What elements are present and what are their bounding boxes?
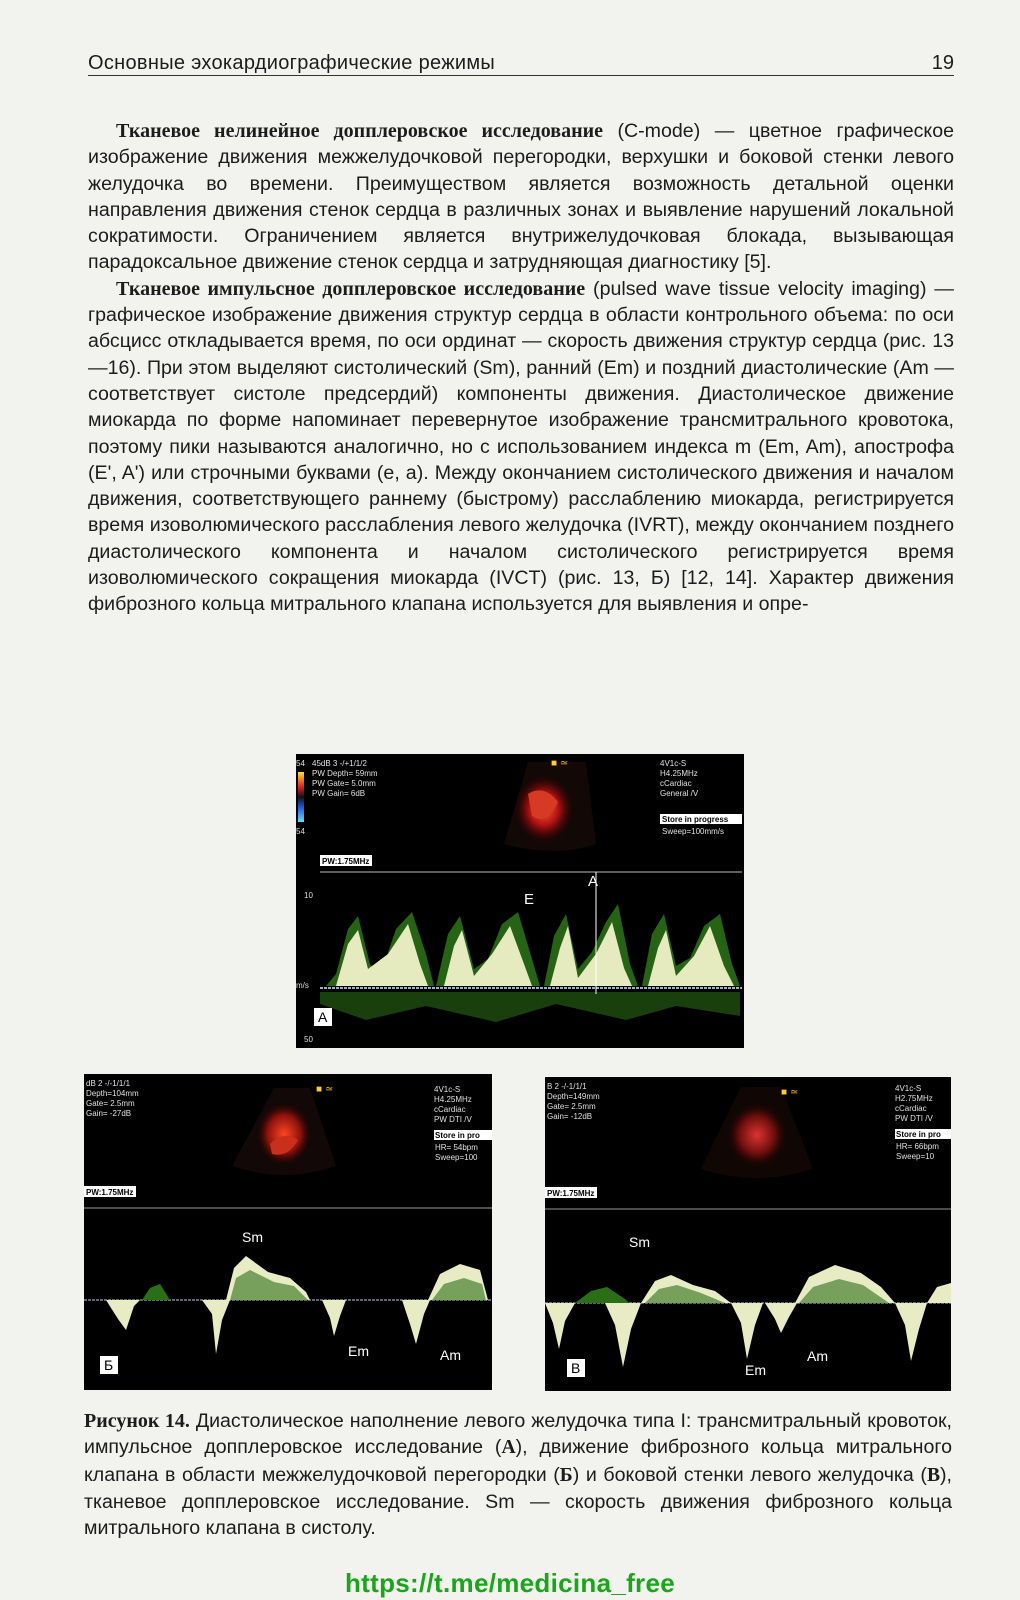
peak-label-sm: Sm: [629, 1234, 650, 1250]
probe-marker-icon: ■ ≃: [316, 1084, 334, 1095]
paragraph-pulsed-tissue-text: (pulsed wave tissue velocity imaging) — графическое изображение движения структур сердца в области контрольного объема: по оси абсцисс откладывается время, по оси ординат — скорость движения структур сердца (рис. 13—16). При этом выделяют систолический (Sm), ранний (Em) и поздний диастолические (Am — соответствует систоле предсердий) компоненты движения. Диастолическое движение миокарда по форме напоминает перевернутое изображение трансмитрального кровотока, поэтому пики называются аналогично, но с использованием индекса m (Em, Am), апострофа (E', A') или строчными буквами (e, a). Между окончанием систолического движения и началом движения, соответствующего раннему (быстрому) расслаблению миокарда, регистрируется время изоволюмического расслабления левого желудочка (IVRT), между окончанием позднего диастолического компонента и началом систолического регистрируется время изоволюмического сокращения миокарда (IVCT) (рис. 13, Б) [12, 14]. Характер движения фиброзного кольца митрального клапана используется для выявления и опре-: [88, 277, 954, 616]
caption-text-2: ), движение фиброзного кольца митрального клапана в области межжелудочковой перегородки (: [84, 1436, 952, 1486]
tissue-doppler-trace: [106, 1256, 488, 1354]
peak-label-e: E: [524, 891, 535, 908]
figure-caption: [84, 1408, 952, 1541]
settings-line-4: PW Gain= 6dB: [312, 789, 366, 798]
settings-line-4: Gain= -12dB: [547, 1112, 593, 1121]
scale-top-label: 54: [296, 759, 305, 768]
paragraph-c-mode: [88, 118, 954, 276]
scale-bottom-label: 54: [296, 827, 305, 836]
probe-marker-icon: ■ ≃: [551, 758, 569, 769]
settings-line-1: 45dB 3 -/+1/1/2: [312, 759, 367, 768]
panel-label-b: Б: [104, 1357, 114, 1373]
probe-frequency: H4.25MHz: [434, 1095, 472, 1104]
color-flow-heart: [727, 1103, 787, 1167]
sweep-speed: Sweep=100: [435, 1153, 478, 1162]
store-status: Store in pro: [896, 1130, 941, 1139]
heart-rate: HR= 66bpm: [896, 1142, 939, 1151]
mode-name: General /V: [660, 789, 699, 798]
color-scale-bar: [298, 772, 304, 822]
caption-text-3: ) и боковой стенки левого желудочка (: [572, 1463, 927, 1486]
figure-panel-a: [296, 754, 744, 1048]
header-rule: [88, 75, 954, 76]
pw-frequency-label: PW:1.75MHz: [547, 1189, 595, 1198]
caption-ref-b: Б: [559, 1464, 573, 1486]
page-number: 19: [931, 52, 954, 74]
sweep-speed: Sweep=100mm/s: [662, 827, 725, 836]
term-c-mode: Тканевое нелинейное допплеровское исследование: [116, 120, 603, 142]
caption-ref-c: В: [926, 1464, 941, 1486]
probe-model: 4V1c-S: [895, 1084, 922, 1093]
peak-label-am: Am: [807, 1348, 828, 1364]
axis-label-50: 50: [304, 1035, 313, 1044]
mode-name: PW DTI /V: [895, 1114, 933, 1123]
peak-label-a: A: [588, 873, 599, 890]
figure-panel-b: [84, 1074, 492, 1390]
figure-panel-c: [545, 1077, 951, 1391]
settings-line-3: Gate= 2.5mm: [86, 1099, 135, 1108]
doppler-spectrum: [320, 904, 740, 1022]
axis-units: m/s: [296, 981, 309, 990]
caption-label: Рисунок 14.: [84, 1410, 190, 1432]
pw-frequency-label: PW:1.75MHz: [86, 1188, 134, 1197]
header-title: Основные эхокардиографические режимы: [88, 52, 496, 74]
panel-label-c: В: [571, 1360, 581, 1376]
tissue-doppler-trace: [545, 1265, 951, 1367]
settings-line-2: Depth=104mm: [86, 1089, 139, 1098]
paragraph-pulsed-tissue: [88, 276, 954, 618]
settings-line-2: PW Depth= 59mm: [312, 769, 378, 778]
settings-line-4: Gain= -27dB: [86, 1109, 132, 1118]
preset-name: cCardiac: [434, 1105, 466, 1114]
settings-line-3: PW Gate= 5.0mm: [312, 779, 376, 788]
settings-line-2: Depth=149mm: [547, 1092, 600, 1101]
mode-name: PW DTI /V: [434, 1115, 472, 1124]
probe-model: 4V1c-S: [434, 1085, 461, 1094]
settings-line-1: B 2 -/-1/1/1: [547, 1082, 587, 1091]
peak-label-sm: Sm: [242, 1229, 263, 1245]
peak-label-em: Em: [745, 1362, 766, 1378]
sweep-speed: Sweep=10: [896, 1152, 935, 1161]
probe-model: 4V1c-S: [660, 759, 687, 768]
panel-label-a: А: [318, 1009, 328, 1025]
caption-ref-a: А: [501, 1437, 516, 1459]
probe-frequency: H4.25MHz: [660, 769, 698, 778]
axis-label-10: 10: [304, 891, 313, 900]
caption-text-1: Диастолическое наполнение левого желудочка типа I: трансмитральный кровоток, импульсное допплеровское исследование (: [84, 1410, 952, 1459]
store-status: Store in progress: [662, 815, 729, 824]
body-text: [88, 118, 954, 618]
preset-name: cCardiac: [660, 779, 692, 788]
color-flow-heart: [256, 1102, 312, 1166]
peak-label-em: Em: [348, 1343, 369, 1359]
telegram-link[interactable]: https://t.me/medicina_free: [345, 1568, 675, 1598]
caption-text-4: ), тканевое допплеровское исследование. Sm — скорость движения фиброзного кольца митрального клапана в систолу.: [84, 1463, 952, 1540]
pw-frequency-label: PW:1.75MHz: [322, 857, 370, 866]
settings-line-1: dB 2 -/-1/1/1: [86, 1079, 131, 1088]
paragraph-c-mode-text: (C-mode) — цветное графическое изображение движения межжелудочковой перегородки, верхушки и боковой стенки левого желудочка во времени. Преимуществом является возможность детальной оценки направления движения стенок сердца в различных зонах и выявление нарушений локальной сократимости. Ограничением является внутрижелудочковая блокада, вызывающая парадоксальное движение стенок сердца и затрудняющая диагностику [5].: [88, 120, 955, 274]
probe-marker-icon: ■ ≃: [781, 1087, 799, 1098]
term-pulsed-tissue: Тканевое импульсное допплеровское исследование: [116, 277, 586, 300]
probe-frequency: H2.75MHz: [895, 1094, 933, 1103]
settings-line-3: Gate= 2.5mm: [547, 1102, 596, 1111]
heart-rate: HR= 54bpm: [435, 1143, 478, 1152]
preset-name: cCardiac: [895, 1104, 927, 1113]
store-status: Store in pro: [435, 1131, 480, 1140]
peak-label-am: Am: [440, 1347, 461, 1363]
running-header: [88, 48, 954, 78]
